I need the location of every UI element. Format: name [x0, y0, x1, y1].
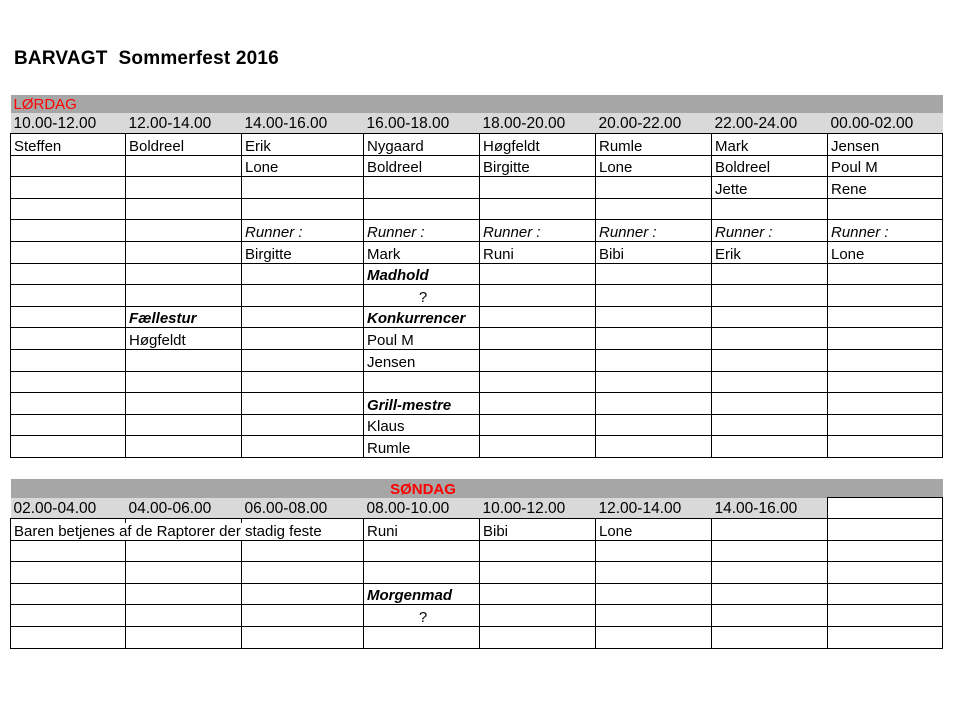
schedule-cell: Runi	[364, 519, 480, 541]
schedule-cell: Rumle	[596, 134, 712, 156]
table-row	[11, 371, 943, 393]
table-row	[11, 583, 943, 605]
time-slot-header: 00.00-02.00	[828, 113, 943, 134]
schedule-cell: Birgitte	[480, 155, 596, 177]
schedule-cell: Boldreel	[712, 155, 828, 177]
schedule-cell	[126, 263, 242, 285]
sunday-banner-row	[11, 479, 943, 498]
schedule-cell	[126, 285, 242, 307]
schedule-cell	[596, 436, 712, 458]
schedule-cell	[242, 349, 364, 371]
schedule-cell: Jensen	[364, 349, 480, 371]
schedule-cell	[712, 626, 828, 648]
schedule-cell	[480, 562, 596, 584]
schedule-cell	[126, 177, 242, 199]
schedule-cell	[828, 562, 943, 584]
schedule-cell	[126, 155, 242, 177]
schedule-cell	[712, 436, 828, 458]
schedule-cell: Runner :	[596, 220, 712, 242]
schedule-cell	[364, 198, 480, 220]
saturday-label: LØRDAG	[13, 96, 77, 113]
saturday-banner	[11, 95, 943, 113]
schedule-cell	[828, 285, 943, 307]
schedule-cell: Klaus	[364, 414, 480, 436]
schedule-cell	[712, 393, 828, 415]
time-slot-header: 14.00-16.00	[242, 113, 364, 134]
schedule-cell	[11, 562, 126, 584]
schedule-cell: Mark	[712, 134, 828, 156]
schedule-cell: Lone	[596, 519, 712, 541]
time-slot-header: 02.00-04.00	[11, 498, 126, 519]
schedule-cell	[242, 177, 364, 199]
schedule-cell	[11, 371, 126, 393]
schedule-cell: Bibi	[596, 241, 712, 263]
table-row	[11, 285, 943, 307]
schedule-cell	[126, 241, 242, 263]
schedule-cell: Jette	[712, 177, 828, 199]
schedule-cell	[596, 540, 712, 562]
schedule-cell	[828, 414, 943, 436]
time-slot-header	[828, 498, 943, 519]
schedule-cell: Erik	[712, 241, 828, 263]
schedule-cell	[828, 393, 943, 415]
schedule-cell	[364, 177, 480, 199]
schedule-cell: Jensen	[828, 134, 943, 156]
schedule-cell	[480, 626, 596, 648]
saturday-banner-row	[11, 95, 943, 113]
schedule-cell: Konkurrencer	[364, 306, 480, 328]
time-slot-header: 16.00-18.00	[364, 113, 480, 134]
schedule-cell: Rumle	[364, 436, 480, 458]
schedule-cell	[242, 540, 364, 562]
schedule-cell	[364, 540, 480, 562]
schedule-cell: Erik	[242, 134, 364, 156]
schedule-cell	[712, 328, 828, 350]
schedule-cell	[828, 328, 943, 350]
schedule-cell: Runner :	[242, 220, 364, 242]
schedule-cell	[480, 328, 596, 350]
table-row	[11, 626, 943, 648]
schedule-cell	[242, 626, 364, 648]
schedule-cell	[126, 393, 242, 415]
schedule-cell	[242, 328, 364, 350]
schedule-cell: Høgfeldt	[480, 134, 596, 156]
time-slot-header: 10.00-12.00	[11, 113, 126, 134]
schedule-cell	[11, 177, 126, 199]
schedule-cell	[126, 562, 242, 584]
schedule-cell	[11, 198, 126, 220]
schedule-cell	[11, 605, 126, 627]
schedule-cell	[242, 306, 364, 328]
schedule-cell	[11, 583, 126, 605]
schedule-cell	[480, 263, 596, 285]
schedule-cell	[126, 540, 242, 562]
schedule-cell	[11, 540, 126, 562]
schedule-cell	[480, 436, 596, 458]
schedule-cell	[828, 605, 943, 627]
sunday-banner-right	[480, 479, 943, 498]
schedule-cell	[126, 414, 242, 436]
schedule-cell	[126, 371, 242, 393]
schedule-cell	[828, 198, 943, 220]
schedule-cell: Runner :	[480, 220, 596, 242]
schedule-cell: Runi	[480, 241, 596, 263]
time-slot-header: 22.00-24.00	[712, 113, 828, 134]
sunday-label: SØNDAG	[364, 479, 480, 498]
time-slot-header: 18.00-20.00	[480, 113, 596, 134]
schedule-cell	[596, 605, 712, 627]
schedule-cell	[11, 220, 126, 242]
sunday-banner-left	[11, 479, 364, 498]
schedule-cell	[480, 393, 596, 415]
schedule-cell	[11, 155, 126, 177]
schedule-cell	[364, 626, 480, 648]
schedule-cell: Rene	[828, 177, 943, 199]
schedule-cell: Madhold	[364, 263, 480, 285]
table-row	[11, 134, 943, 156]
schedule-cell	[480, 177, 596, 199]
schedule-cell	[11, 436, 126, 458]
table-row	[11, 241, 943, 263]
schedule-cell	[242, 414, 364, 436]
schedule-cell	[480, 349, 596, 371]
schedule-cell	[596, 306, 712, 328]
schedule-cell: Boldreel	[126, 134, 242, 156]
schedule-cell	[126, 220, 242, 242]
schedule-cell	[596, 349, 712, 371]
schedule-cell	[712, 306, 828, 328]
schedule-cell	[828, 263, 943, 285]
schedule-cell	[596, 414, 712, 436]
table-row	[11, 436, 943, 458]
schedule-cell	[828, 626, 943, 648]
schedule-cell: Lone	[242, 155, 364, 177]
schedule-cell: Birgitte	[242, 241, 364, 263]
time-slot-header: 12.00-14.00	[596, 498, 712, 519]
schedule-cell: Bibi	[480, 519, 596, 541]
schedule-cell	[712, 519, 828, 541]
schedule-cell	[242, 562, 364, 584]
schedule-cell	[11, 349, 126, 371]
schedule-cell	[596, 285, 712, 307]
table-row	[11, 414, 943, 436]
sunday-schedule-table	[10, 479, 943, 649]
table-row	[11, 177, 943, 199]
schedule-cell	[712, 263, 828, 285]
time-slot-header: 06.00-08.00	[242, 498, 364, 519]
schedule-cell	[480, 414, 596, 436]
schedule-cell	[126, 626, 242, 648]
schedule-cell	[828, 540, 943, 562]
schedule-cell	[596, 328, 712, 350]
schedule-cell	[596, 263, 712, 285]
table-row	[11, 605, 943, 627]
schedule-cell	[480, 371, 596, 393]
schedule-cell: Lone	[596, 155, 712, 177]
schedule-cell	[480, 306, 596, 328]
schedule-cell	[712, 414, 828, 436]
sunday-times-row	[11, 498, 943, 519]
schedule-cell	[596, 393, 712, 415]
saturday-times-row	[11, 113, 943, 134]
schedule-cell	[712, 349, 828, 371]
schedule-cell	[480, 540, 596, 562]
schedule-cell	[126, 583, 242, 605]
schedule-cell: ?	[364, 605, 480, 627]
schedule-cell	[596, 198, 712, 220]
table-row	[11, 393, 943, 415]
schedule-cell	[712, 540, 828, 562]
schedule-cell	[712, 583, 828, 605]
schedule-cell	[712, 605, 828, 627]
time-slot-header: 14.00-16.00	[712, 498, 828, 519]
schedule-cell: ?	[364, 285, 480, 307]
schedule-cell	[828, 436, 943, 458]
table-row	[11, 263, 943, 285]
schedule-cell	[712, 562, 828, 584]
schedule-cell: Lone	[828, 241, 943, 263]
schedule-cell: Poul M	[364, 328, 480, 350]
sunday-note: Baren betjenes af de Raptorer der stadig feste	[14, 522, 322, 540]
schedule-cell	[712, 198, 828, 220]
schedule-cell	[712, 285, 828, 307]
schedule-cell	[364, 562, 480, 584]
table-row	[11, 198, 943, 220]
schedule-cell	[828, 349, 943, 371]
time-slot-header: 04.00-06.00	[126, 498, 242, 519]
time-slot-header: 12.00-14.00	[126, 113, 242, 134]
page-title: BARVAGT Sommerfest 2016	[14, 48, 279, 69]
schedule-cell	[11, 414, 126, 436]
saturday-schedule-table	[10, 95, 943, 458]
schedule-cell: Poul M	[828, 155, 943, 177]
schedule-cell	[480, 285, 596, 307]
time-slot-header: 20.00-22.00	[596, 113, 712, 134]
schedule-cell: Grill-mestre	[364, 393, 480, 415]
schedule-cell	[11, 393, 126, 415]
schedule-cell	[364, 371, 480, 393]
schedule-cell	[712, 371, 828, 393]
schedule-cell: Høgfeldt	[126, 328, 242, 350]
time-slot-header: 08.00-10.00	[364, 498, 480, 519]
schedule-cell	[242, 583, 364, 605]
schedule-cell	[242, 198, 364, 220]
table-row	[11, 155, 943, 177]
table-row	[11, 220, 943, 242]
schedule-cell	[596, 177, 712, 199]
schedule-cell: Morgenmad	[364, 583, 480, 605]
schedule-cell	[11, 519, 322, 541]
schedule-cell	[242, 436, 364, 458]
schedule-cell: Boldreel	[364, 155, 480, 177]
schedule-cell: Runner :	[364, 220, 480, 242]
schedule-cell	[596, 583, 712, 605]
schedule-cell	[828, 371, 943, 393]
schedule-cell	[596, 371, 712, 393]
schedule-cell	[11, 285, 126, 307]
table-row	[11, 328, 943, 350]
schedule-cell	[11, 626, 126, 648]
schedule-cell	[11, 263, 126, 285]
time-slot-header: 10.00-12.00	[480, 498, 596, 519]
schedule-cell	[828, 306, 943, 328]
schedule-cell	[126, 349, 242, 371]
schedule-cell	[480, 583, 596, 605]
schedule-cell	[480, 198, 596, 220]
table-row	[11, 349, 943, 371]
schedule-cell: Runner :	[712, 220, 828, 242]
schedule-cell	[126, 436, 242, 458]
schedule-cell	[480, 605, 596, 627]
schedule-cell	[11, 241, 126, 263]
schedule-cell	[126, 198, 242, 220]
schedule-cell	[242, 371, 364, 393]
schedule-cell	[242, 263, 364, 285]
schedule-cell: Mark	[364, 241, 480, 263]
schedule-cell	[828, 583, 943, 605]
schedule-cell: Fællestur	[126, 306, 242, 328]
schedule-cell: Steffen	[11, 134, 126, 156]
schedule-cell: Nygaard	[364, 134, 480, 156]
schedule-cell	[828, 519, 943, 541]
schedule-cell	[242, 393, 364, 415]
schedule-cell	[596, 562, 712, 584]
table-row	[11, 306, 943, 328]
table-row	[11, 540, 943, 562]
schedule-cell: Runner :	[828, 220, 943, 242]
table-row	[11, 562, 943, 584]
schedule-cell	[242, 605, 364, 627]
schedule-cell	[242, 285, 364, 307]
schedule-cell	[11, 306, 126, 328]
table-row	[11, 519, 943, 541]
schedule-cell	[596, 626, 712, 648]
schedule-cell	[126, 605, 242, 627]
schedule-cell	[11, 328, 126, 350]
